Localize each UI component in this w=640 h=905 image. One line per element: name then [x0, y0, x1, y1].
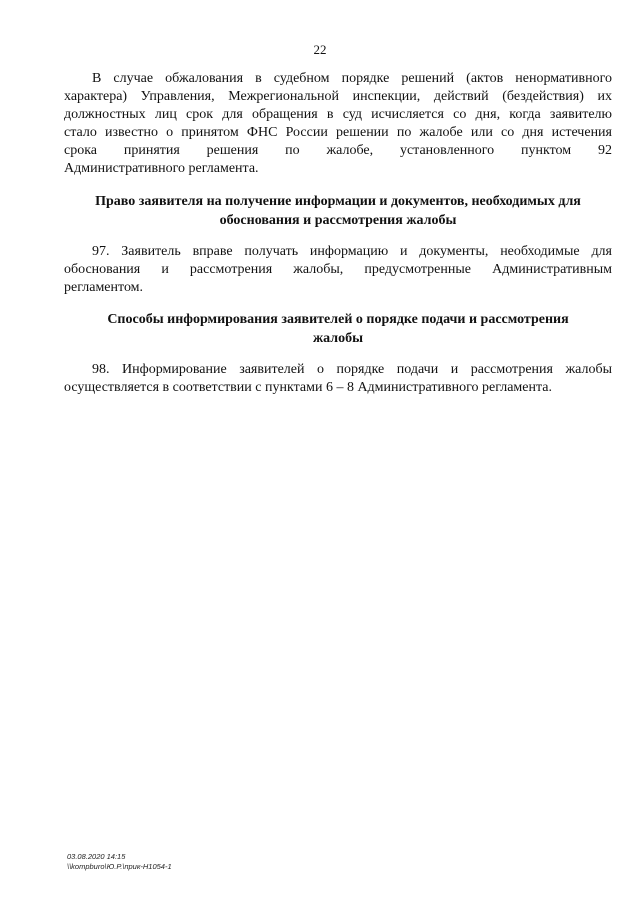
page-number: 22: [313, 42, 327, 57]
paragraph-line: Административного регламента.: [64, 161, 259, 176]
footer-timestamp: 03.08.2020 14:15: [67, 852, 126, 861]
paragraph-line: осуществляется в соответствии с пунктами 6 – 8 Административного регламента.: [64, 380, 552, 395]
heading-line: обоснования и рассмотрения жалобы: [219, 213, 457, 228]
heading-line: Способы информирования заявителей о порядке подачи и рассмотрения: [107, 312, 569, 327]
paragraph-appeal-deadline: [64, 70, 612, 178]
heading-line: жалобы: [312, 331, 364, 346]
paragraph-line: обоснования и рассмотрения жалобы, предусмотренные Административным: [64, 262, 612, 277]
footer-file-path: \\kompburo\Ю.Р.\прик-Н1054-1: [67, 862, 172, 871]
heading-line: Право заявителя на получение информации и документов, необходимых для: [95, 194, 581, 209]
paragraph-line: регламентом.: [64, 280, 144, 295]
paragraph-line: должностных лиц срок для обращения в суд исчисляется со дня, когда заявителю: [64, 107, 612, 122]
paragraph-line: 98. Информирование заявителей о порядке подачи и рассмотрения жалобы: [92, 362, 612, 377]
paragraph-line: срока принятия решения по жалобе, установленного пунктом 92: [64, 143, 612, 158]
section-heading-informing-methods: [64, 310, 612, 348]
paragraph-line: 97. Заявитель вправе получать информацию и документы, необходимые для: [92, 244, 612, 259]
paragraph-98: [64, 361, 612, 397]
paragraph-line: В случае обжалования в судебном порядке решений (актов ненормативного: [92, 71, 612, 86]
section-heading-right-to-information: [64, 192, 612, 230]
paragraph-97: [64, 243, 612, 297]
paragraph-line: характера) Управления, Межрегиональной инспекции, действий (бездействия) их: [64, 89, 612, 104]
document-body: [64, 70, 612, 397]
document-footer: [67, 852, 172, 872]
paragraph-line: стало известно о принятом ФНС России решении по жалобе или со дня истечения: [64, 125, 612, 140]
